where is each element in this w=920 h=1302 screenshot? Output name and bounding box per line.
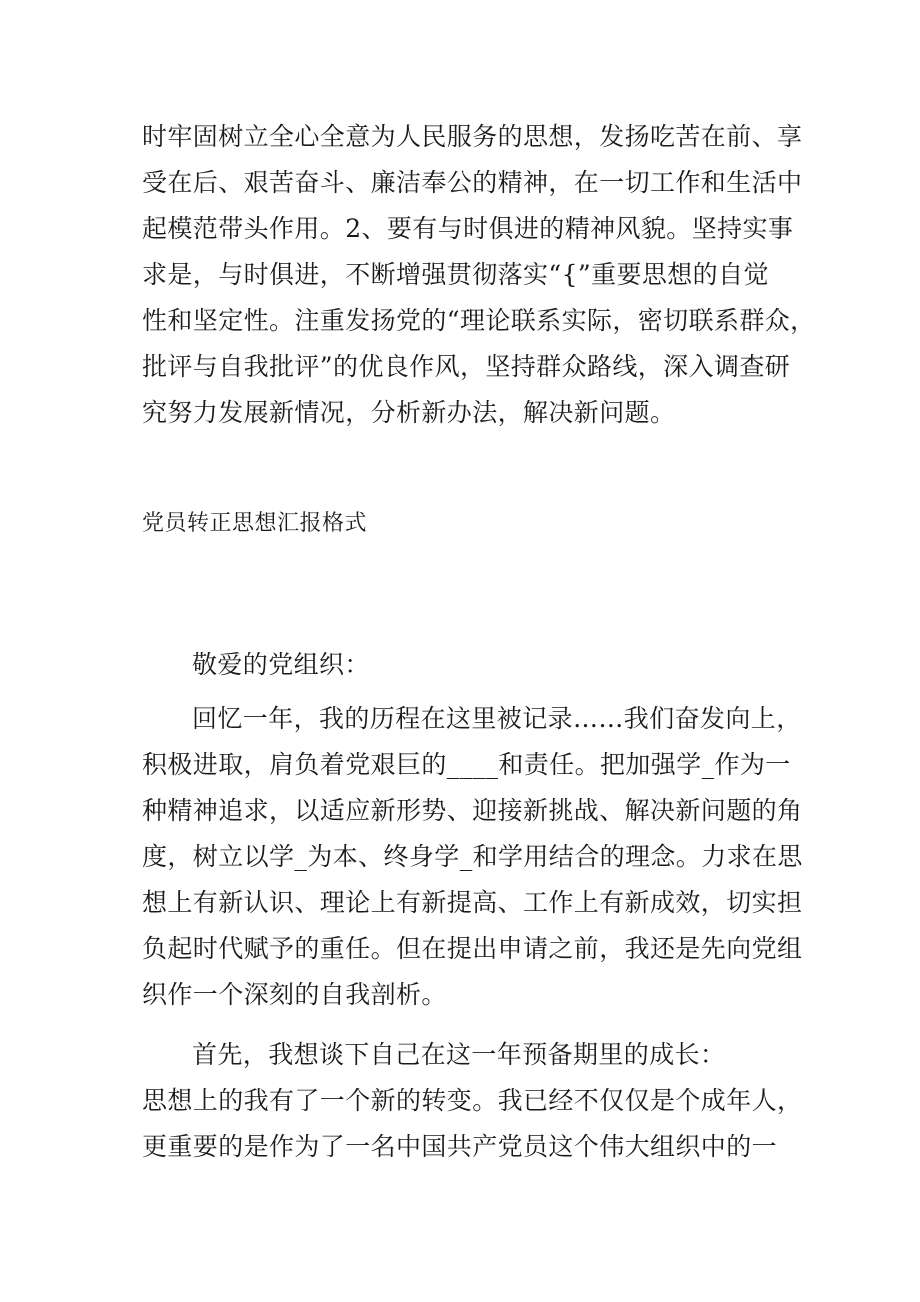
- salutation: 敬爱的党组织：: [192, 650, 370, 679]
- paragraph-1-line-1: 时牢固树立全心全意为人民服务的思想，发扬吃苦在前、享: [142, 122, 803, 151]
- paragraph-1-line-7: 究努力发展新情况，分析新办法，解决新问题。: [142, 398, 676, 427]
- section-title: 党员转正思想汇报格式: [142, 511, 368, 536]
- paragraph-2-line-2: 积极进取，肩负着党艰巨的____和责任。把加强学_作为一: [142, 750, 791, 779]
- paragraph-2-line-6: 负起时代赋予的重任。但在提出申请之前，我还是先向党组: [142, 934, 803, 963]
- paragraph-1-line-2: 受在后、艰苦奋斗、廉洁奉公的精神，在一切工作和生活中: [142, 168, 803, 197]
- paragraph-1-line-3: 起模范带头作用。2、要有与时俱进的精神风貌。坚持实事: [142, 214, 794, 243]
- paragraph-2-line-5: 想上有新认识、理论上有新提高、工作上有新成效，切实担: [142, 888, 803, 917]
- paragraph-1-line-4: 求是，与时俱进，不断增强贯彻落实“{”重要思想的自觉: [142, 260, 769, 289]
- paragraph-1-line-5: 性和坚定性。注重发扬党的“理论联系实际，密切联系群众，: [142, 306, 816, 335]
- paragraph-2-line-3: 种精神追求，以适应新形势、迎接新挑战、解决新问题的角: [142, 796, 803, 825]
- paragraph-2-line-1: 回忆一年，我的历程在这里被记录……我们奋发向上，: [192, 704, 802, 733]
- paragraph-2-line-4: 度，树立以学_为本、终身学_和学用结合的理念。力求在思: [142, 842, 803, 871]
- paragraph-3-line-3: 更重要的是作为了一名中国共产党员这个伟大组织中的一: [142, 1132, 778, 1161]
- paragraph-2-line-7: 织作一个深刻的自我剖析。: [142, 980, 447, 1009]
- paragraph-1-line-6: 批评与自我批评”的优良作风，坚持群众路线，深入调查研: [142, 352, 791, 381]
- paragraph-3-line-2: 思想上的我有了一个新的转变。我已经不仅仅是个成年人，: [142, 1086, 803, 1115]
- paragraph-3-line-1: 首先，我想谈下自己在这一年预备期里的成长：: [192, 1040, 726, 1069]
